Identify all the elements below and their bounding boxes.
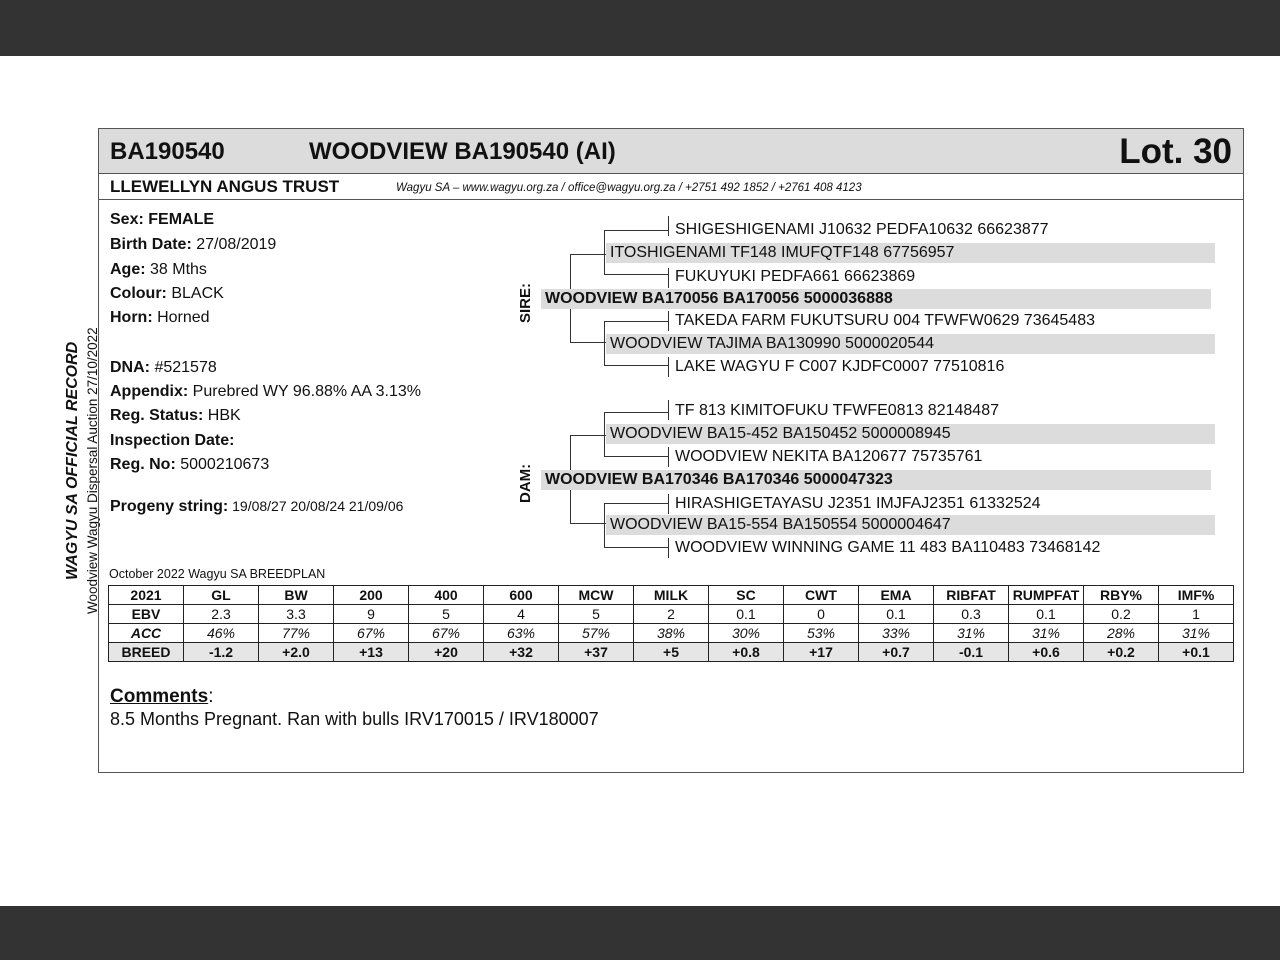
sire-sire-connector [668, 268, 669, 288]
ebv-row: EBV 2.3 3.3 9 5 4 5 2 0.1 0 0.1 0.3 0.1 0.2 1 [109, 605, 1234, 624]
dam-dam-connector [668, 494, 669, 514]
sire-dam-connector [604, 321, 668, 322]
acc-row: ACC 46% 77% 67% 67% 63% 57% 38% 30% 53% 33% 31% 31% 28% 31% [109, 624, 1234, 643]
official-record-label: WAGYU SA OFFICIAL RECORD [64, 341, 81, 580]
top-bar [0, 0, 1280, 56]
pedigree-sire-sire: ITOSHIGENAMI TF148 IMUFQTF148 67756957 [606, 243, 1215, 263]
pedigree-sire-sire-dam: FUKUYUKI PEDFA661 66623869 [675, 268, 916, 285]
appendix-field: Appendix: Purebred WY 96.88% AA 3.13% [110, 383, 421, 400]
animal-name: WOODVIEW BA190540 (AI) [309, 138, 616, 165]
sire-sire-connector [604, 274, 668, 275]
sire-dam-connector [668, 311, 669, 331]
breedplan-title: October 2022 Wagyu SA BREEDPLAN [109, 567, 326, 581]
comments-text: 8.5 Months Pregnant. Ran with bulls IRV170015 / IRV180007 [110, 709, 599, 729]
dam-dam-connector [668, 538, 669, 558]
dam-dam-connector [604, 503, 605, 547]
bottom-bar [0, 906, 1280, 960]
inspection-date-field: Inspection Date: [110, 432, 235, 449]
pedigree-dam-sire-sire: TF 813 KIMITOFUKU TFWFE0813 82148487 [675, 402, 999, 419]
dam-label: DAM: [517, 463, 534, 503]
sire-dam-connector [668, 357, 669, 377]
dam-dam-connector [604, 547, 668, 548]
owner-row [99, 173, 1243, 200]
animal-id: BA190540 [110, 138, 225, 165]
pedigree-sire-dam-sire: TAKEDA FARM FUKUTSURU 004 TFWFW0629 73645483 [675, 312, 1095, 329]
birth-date-field: Birth Date: 27/08/2019 [110, 236, 277, 253]
sire-connector [570, 254, 606, 255]
dam-dam-connector [604, 503, 668, 504]
ebv-header-row: 2021 GL BW 200 400 600 MCW MILK SC CWT EMA RIBFAT RUMPFAT RBY% IMF% [109, 586, 1234, 605]
pedigree-dam: WOODVIEW BA170346 BA170346 5000047323 [541, 470, 1211, 490]
sire-sire-connector [668, 216, 669, 236]
pedigree-sire: WOODVIEW BA170056 BA170056 5000036888 [541, 289, 1211, 309]
pedigree-dam-dam-dam: WOODVIEW WINNING GAME 11 483 BA110483 73468142 [675, 539, 1101, 556]
progeny-field: Progeny string: 19/08/27 20/08/24 21/09/06 [110, 498, 404, 515]
horn-field: Horn: Horned [110, 309, 210, 326]
dam-sire-connector [668, 447, 669, 467]
sire-sire-connector [604, 230, 605, 274]
colour-field: Colour: BLACK [110, 285, 224, 302]
reg-status-field: Reg. Status: HBK [110, 407, 241, 424]
reg-no-field: Reg. No: 5000210673 [110, 456, 270, 473]
sex-field: Sex: FEMALE [110, 211, 215, 228]
sire-label: SIRE: [517, 282, 534, 323]
sire-dam-connector [604, 365, 668, 366]
dna-field: DNA: #521578 [110, 359, 217, 376]
breed-row: BREED -1.2 +2.0 +13 +20 +32 +37 +5 +0.8 +17 +0.7 -0.1 +0.6 +0.2 +0.1 [109, 643, 1234, 662]
pedigree-dam-sire-dam: WOODVIEW NEKITA BA120677 75735761 [675, 448, 983, 465]
comments-heading: Comments: [110, 686, 214, 707]
pedigree-dam-sire: WOODVIEW BA15-452 BA150452 5000008945 [606, 424, 1215, 444]
dam-sire-connector [604, 412, 605, 456]
sire-dam-connector [604, 321, 605, 365]
animal-record-card [98, 128, 1244, 773]
contact-info: Wagyu SA – www.wagyu.org.za / office@wagyu.org.za / +2751 492 1852 / +2761 408 4123 [396, 182, 862, 194]
pedigree-sire-dam: WOODVIEW TAJIMA BA130990 5000020544 [606, 334, 1215, 354]
record-header [99, 129, 1243, 174]
dam-sire-connector [604, 412, 668, 413]
pedigree-sire-sire-sire: SHIGESHIGENAMI J10632 PEDFA10632 66623877 [675, 221, 1049, 238]
sire-sire-connector [604, 230, 668, 231]
pedigree-sire-dam-dam: LAKE WAGYU F C007 KJDFC0007 77510816 [675, 358, 1005, 375]
dam-sire-connector [668, 400, 669, 420]
lot-number: Lot. 30 [1119, 132, 1232, 171]
dam-sire-connector [604, 456, 668, 457]
pedigree-dam-dam-sire: HIRASHIGETAYASU J2351 IMJFAJ2351 61332524 [675, 495, 1041, 512]
dam-connector [570, 523, 606, 524]
age-field: Age: 38 Mths [110, 261, 207, 278]
pedigree-dam-dam: WOODVIEW BA15-554 BA150554 5000004647 [606, 515, 1215, 535]
owner-name: LLEWELLYN ANGUS TRUST [110, 177, 340, 196]
dam-connector [570, 435, 606, 436]
ebv-table [108, 585, 1234, 662]
auction-label: Woodview Wagyu Dispersal Auction 27/10/2022 [85, 327, 100, 614]
sire-connector [570, 342, 606, 343]
